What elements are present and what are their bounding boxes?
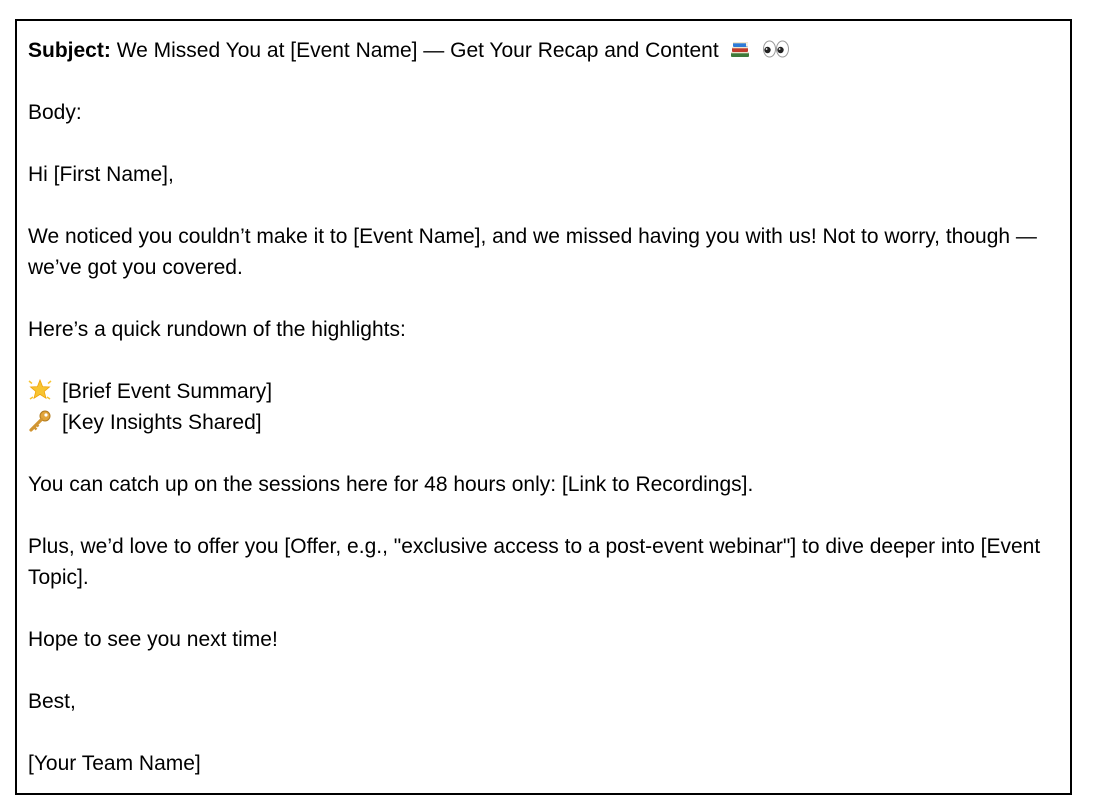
list-item [28,407,1059,438]
eyes-icon [762,38,790,60]
closing-line: Hope to see you next time! [28,628,278,651]
glowing-star-icon [28,378,52,402]
highlights-intro: Here’s a quick rundown of the highlights: [28,318,406,341]
list-item-text: [Brief Event Summary] [62,380,273,403]
subject-text: We Missed You at [Event Name] — Get Your Recap and Content [116,39,719,62]
key-icon [28,409,52,433]
books-icon [729,38,751,60]
offer-paragraph: Plus, we’d love to offer you [Offer, e.g., "exclusive access to a post-event webinar"] to dive deeper into [Event Topic]. [28,535,1041,589]
highlights-list [28,376,1059,438]
list-item-text: [Key Insights Shared] [62,411,262,434]
catch-up-paragraph: You can catch up on the sessions here for 48 hours only: [Link to Recordings]. [28,473,754,496]
subject-label: Subject: [28,39,111,62]
subject-line [28,35,1059,66]
greeting: Hi [First Name], [28,163,174,186]
body-label: Body: [28,101,82,124]
list-item [28,376,1059,407]
signature: [Your Team Name] [28,752,201,775]
email-document [15,19,1072,795]
intro-paragraph: We noticed you couldn’t make it to [Event Name], and we missed having you with us! Not to worry, though — we’ve got you covered. [28,225,1037,279]
sign-off: Best, [28,690,76,713]
